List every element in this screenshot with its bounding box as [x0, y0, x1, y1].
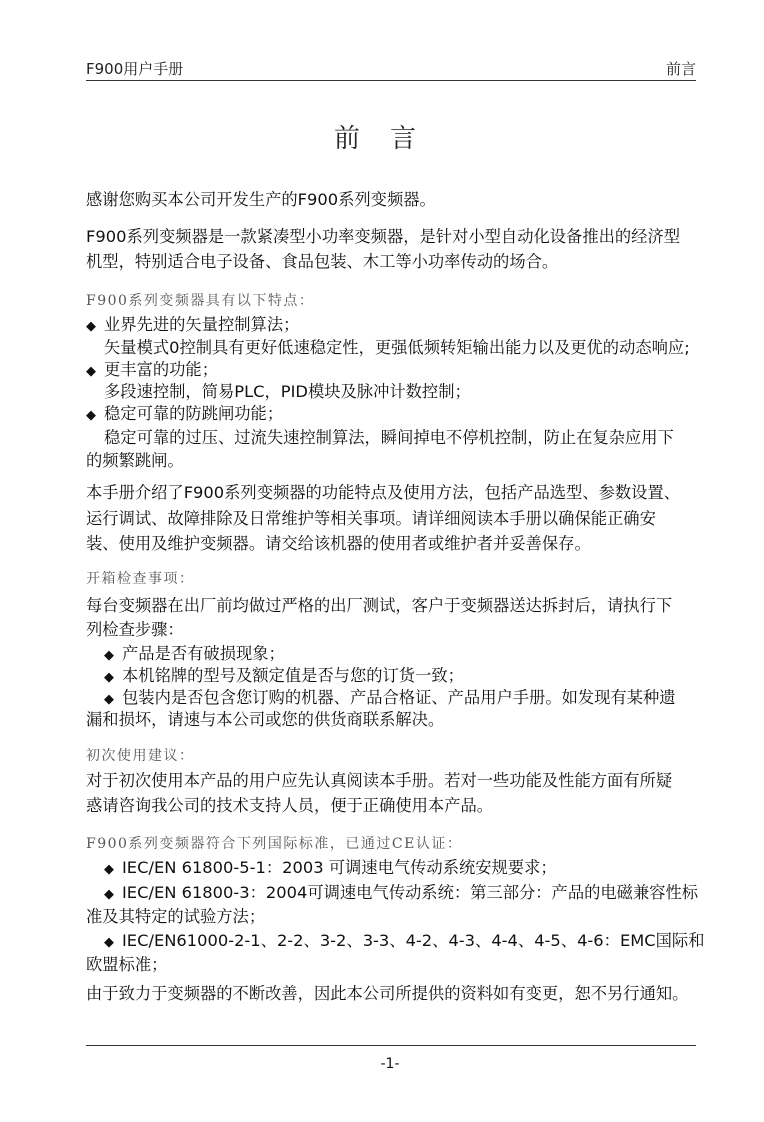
standard-cont: 准及其特定的试验方法；: [86, 907, 266, 926]
features-heading: F900系列变频器具有以下特点：: [86, 293, 315, 309]
feature-item: [86, 403, 283, 427]
unpack-heading: 开箱检查事项：: [86, 571, 195, 587]
page-number: -1-: [380, 1056, 400, 1072]
feature-title: 业界先进的矢量控制算法；: [104, 315, 300, 334]
feature-detail: 稳定可靠的过压、过流失速控制算法，瞬间掉电不停机控制，防止在复杂应用下: [104, 428, 674, 447]
first-use-line: 惑请咨询我公司的技术支持人员，便于正确使用本产品。: [86, 796, 494, 815]
manual-line: 本手册介绍了F900系列变频器的功能特点及使用方法，包括产品选型、参数设置、: [86, 483, 681, 502]
standard-item: [104, 930, 705, 954]
feature-item: [86, 359, 218, 383]
unpack-item-text: 产品是否有破损现象；: [122, 644, 285, 663]
manual-line: 装、使用及维护变频器。请交给该机器的使用者或维护者并妥善保存。: [86, 534, 591, 553]
unpack-item-text: 本机铭牌的型号及额定值是否与您的订货一致；: [122, 666, 464, 685]
standard-item: [104, 857, 557, 881]
unpack-item: [104, 665, 464, 689]
desc-line: 机型，特别适合电子设备、食品包装、木工等小功率传动的场合。: [86, 252, 559, 271]
standard-item: [104, 882, 698, 906]
page-title: 前言: [333, 124, 446, 154]
feature-title: 稳定可靠的防跳闸功能；: [104, 404, 284, 423]
standard-text: IEC/EN 61800-5-1：2003 可调速电气传动系统安规要求；: [122, 858, 557, 877]
feature-title: 更丰富的功能；: [104, 360, 218, 379]
desc-line: F900系列变频器是一款紧凑型小功率变频器，是针对小型自动化设备推出的经济型: [86, 227, 681, 246]
diamond-bullet-icon: ◆: [86, 408, 96, 423]
feature-detail: 矢量模式0控制具有更好低速稳定性，更强低频转矩输出能力以及更优的动态响应;: [104, 338, 690, 357]
footer-rule: [86, 1045, 696, 1046]
standard-text: IEC/EN61000-2-1、2-2、3-2、3-3、4-2、4-3、4-4、4-5、4-6：EMC国际和: [122, 931, 705, 950]
header-manual-title: F900用户手册: [86, 60, 184, 78]
header-rule: [86, 80, 696, 81]
diamond-bullet-icon: ◆: [86, 364, 96, 379]
standard-cont: 欧盟标准；: [86, 955, 168, 974]
diamond-bullet-icon: ◆: [104, 692, 114, 707]
feature-item: [86, 314, 299, 338]
unpack-intro: 每台变频器在出厂前均做过严格的出厂测试，客户于变频器送达拆封后，请执行下: [86, 596, 673, 615]
diamond-bullet-icon: ◆: [86, 319, 96, 334]
unpack-cont: 漏和损坏，请速与本公司或您的供货商联系解决。: [86, 710, 445, 729]
unpack-item: [104, 643, 285, 667]
standards-heading: F900系列变频器符合下列国际标准，已通过CE认证：: [86, 836, 463, 852]
first-use-line: 对于初次使用本产品的用户应先认真阅读本手册。若对一些功能及性能方面有所疑: [86, 771, 673, 790]
diamond-bullet-icon: ◆: [104, 670, 114, 685]
diamond-bullet-icon: ◆: [104, 935, 114, 950]
first-use-heading: 初次使用建议：: [86, 748, 195, 764]
unpack-item: [104, 687, 676, 711]
feature-detail: 的频繁跳闸。: [86, 451, 184, 470]
notice-text: 由于致力于变频器的不断改善，因此本公司所提供的资料如有变更，恕不另行通知。: [86, 984, 689, 1003]
standard-text: IEC/EN 61800-3：2004可调速电气传动系统：第三部分：产品的电磁兼容性标: [122, 883, 699, 902]
diamond-bullet-icon: ◆: [104, 887, 114, 902]
diamond-bullet-icon: ◆: [104, 862, 114, 877]
diamond-bullet-icon: ◆: [104, 648, 114, 663]
unpack-intro: 列检查步骤：: [86, 620, 184, 639]
feature-detail: 多段速控制，简易PLC，PID模块及脉冲计数控制；: [104, 382, 471, 401]
header-section: 前言: [665, 60, 696, 78]
manual-line: 运行调试、故障排除及日常维护等相关事项。请详细阅读本手册以确保能正确安: [86, 509, 656, 528]
unpack-item-text: 包装内是否包含您订购的机器、产品合格证、产品用户手册。如发现有某种遗: [122, 688, 676, 707]
intro-text: 感谢您购买本公司开发生产的F900系列变频器。: [86, 190, 436, 209]
